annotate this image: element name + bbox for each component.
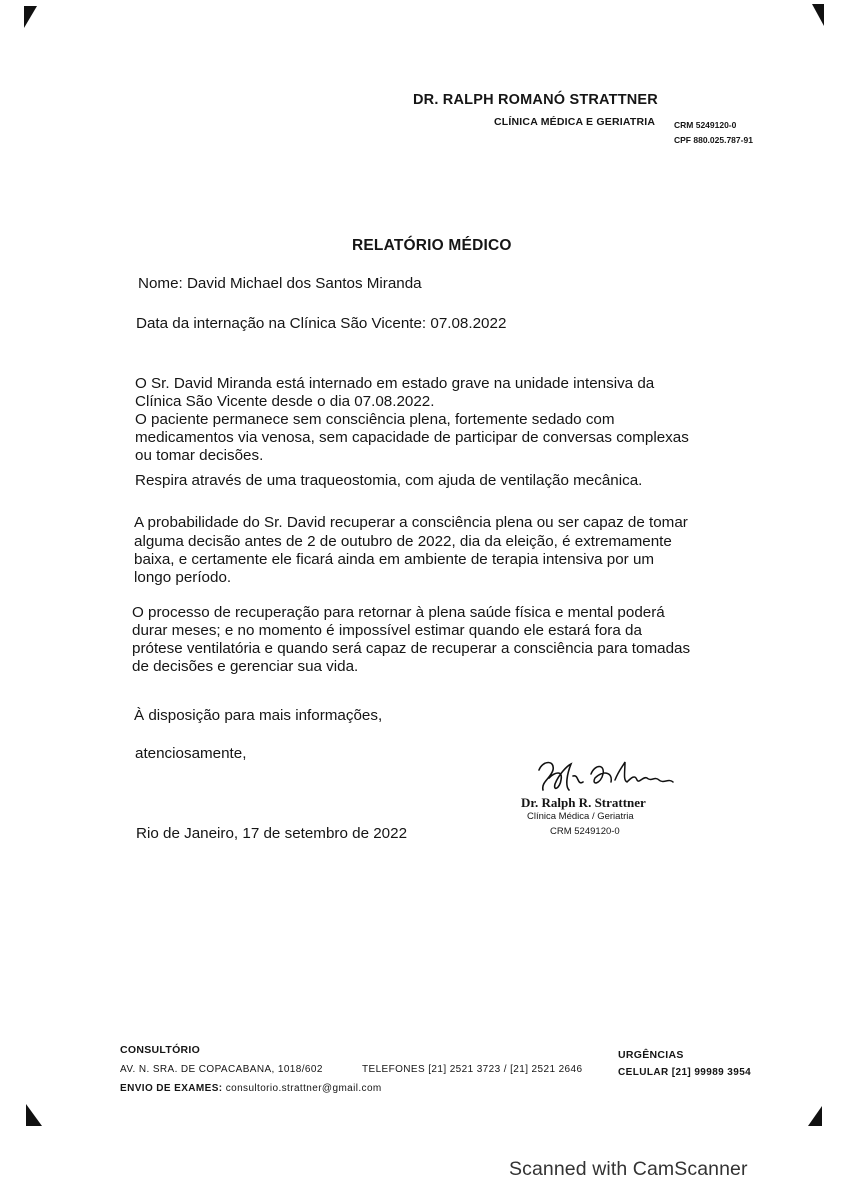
signature-crm: CRM 5249120-0: [550, 826, 620, 837]
paragraph-line: medicamentos via venosa, sem capacidade de participar de conversas complexas: [135, 429, 689, 446]
footer-address: AV. N. SRA. DE COPACABANA, 1018/602: [120, 1064, 323, 1075]
footer-office-label: CONSULTÓRIO: [120, 1044, 201, 1056]
signature-specialty: Clínica Médica / Geriatria: [527, 811, 634, 822]
doctor-crm: CRM 5249120-0: [674, 120, 737, 130]
paragraph-line: prótese ventilatória e quando será capaz de recuperar a consciência para tomadas: [132, 640, 691, 657]
document-title: RELATÓRIO MÉDICO: [352, 237, 512, 254]
closing-line: atenciosamente,: [135, 745, 247, 762]
paragraph-line: alguma decisão antes de 2 de outubro de 2022, dia da eleição, é extremamente: [134, 533, 672, 550]
footer-exams: [120, 1083, 382, 1094]
paragraph-line: O paciente permanece sem consciência plena, fortemente sedado com: [135, 411, 615, 428]
paragraph-line: Clínica São Vicente desde o dia 07.08.2022.: [135, 393, 435, 410]
scan-corner-mark: [812, 4, 824, 26]
paragraph-line: O processo de recuperação para retornar à plena saúde física e mental poderá: [132, 604, 665, 621]
place-date-line: Rio de Janeiro, 17 de setembro de 2022: [136, 825, 408, 842]
admission-date-line: Data da internação na Clínica São Vicente: 07.08.2022: [136, 315, 507, 332]
signature-name: Dr. Ralph R. Strattner: [521, 795, 646, 810]
paragraph-line: durar meses; e no momento é impossível estimar quando ele estará fora da: [132, 622, 642, 639]
handwritten-signature: [533, 756, 683, 798]
paragraph-line: baixa, e certamente ele ficará ainda em ambiente de terapia intensiva por um: [134, 551, 655, 568]
doctor-specialty: CLÍNICA MÉDICA E GERIATRIA: [494, 116, 656, 128]
scan-corner-mark: [24, 6, 37, 28]
camscanner-watermark: Scanned with CamScanner: [509, 1158, 748, 1180]
paragraph-line: Respira através de uma traqueostomia, com ajuda de ventilação mecânica.: [135, 472, 643, 489]
paragraph-line: A probabilidade do Sr. David recuperar a consciência plena ou ser capaz de tomar: [134, 514, 688, 531]
footer-email: consultorio.strattner@gmail.com: [225, 1083, 382, 1094]
scan-corner-mark: [26, 1104, 42, 1126]
footer-phones: TELEFONES [21] 2521 3723 / [21] 2521 2646: [362, 1064, 583, 1075]
paragraph-line: longo período.: [134, 569, 232, 586]
footer-exams-label: ENVIO DE EXAMES:: [120, 1083, 223, 1094]
patient-name-line: Nome: David Michael dos Santos Miranda: [138, 275, 422, 292]
closing-line: À disposição para mais informações,: [134, 707, 383, 724]
scan-corner-mark: [808, 1106, 822, 1126]
paragraph-line: de decisões e gerenciar sua vida.: [132, 658, 359, 675]
footer-urgent-label: URGÊNCIAS: [618, 1049, 684, 1061]
doctor-cpf: CPF 880.025.787-91: [674, 135, 753, 145]
doctor-name: DR. RALPH ROMANÓ STRATTNER: [413, 92, 658, 108]
paragraph-line: O Sr. David Miranda está internado em estado grave na unidade intensiva da: [135, 375, 655, 392]
paragraph-line: ou tomar decisões.: [135, 447, 264, 464]
footer-cell: CELULAR [21] 99989 3954: [618, 1067, 752, 1078]
